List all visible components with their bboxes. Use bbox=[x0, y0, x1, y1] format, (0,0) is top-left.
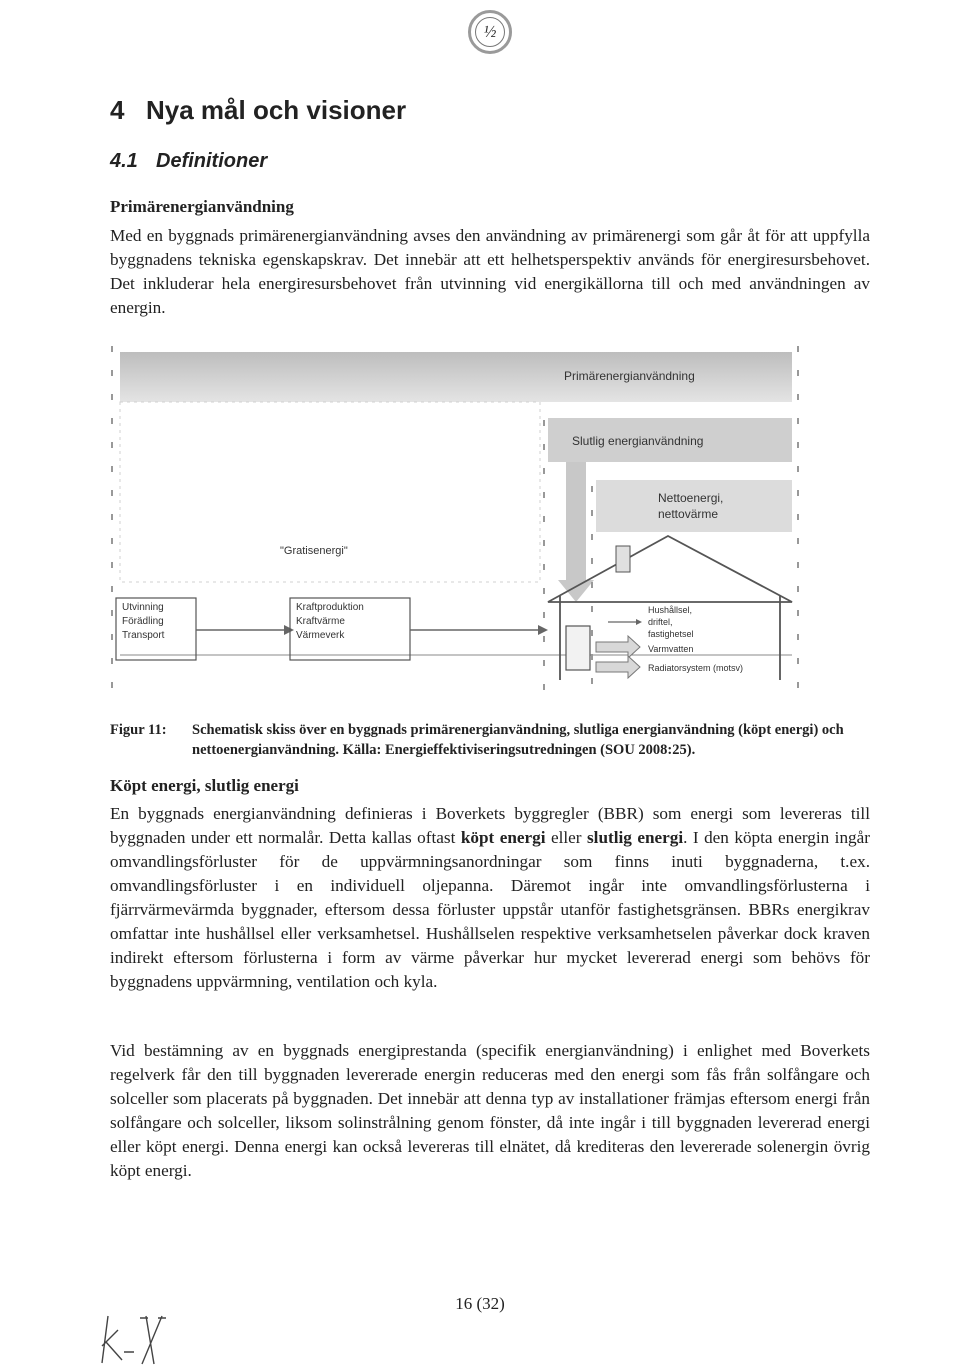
radiator-arrow bbox=[596, 656, 640, 678]
p1-bold-final: slutlig energi bbox=[586, 828, 684, 847]
purchased-energy-paragraph-1 bbox=[110, 802, 870, 994]
p1-part-e: . I den köpta energin ingår omvandlingsförluster för de uppvärmningsanordningar som finns inuti byggnaderna, t.ex. omvandlingsförluster i en individuell oljepanna. Däremot ingår inte omvandlingsförlusterna i fjärrvärmevärmda byggnader, eftersom dessa förluster uppstår utanför fastighetsgränsen. BBRs energikrav omfattar inte hushållsel eller verksamhetsel. Hushållselen respektive verksamhetselen påverkar dock kraven indirekt eftersom förlusterna i form av värme påverkar hur mycket levererad energi som behövs för byggnadens uppvärmning, ventilation och kyla. bbox=[110, 828, 870, 991]
stamp-text: ½ bbox=[483, 22, 497, 41]
net-energy-label-2: nettovärme bbox=[658, 507, 719, 521]
final-energy-arrow bbox=[558, 462, 594, 602]
household-arrow-head bbox=[636, 619, 642, 625]
initial-x bbox=[140, 1316, 166, 1364]
extraction-label-1: Utvinning bbox=[122, 602, 164, 613]
extraction-label-3: Transport bbox=[122, 630, 165, 641]
primary-energy-label: Primärenergianvändning bbox=[564, 369, 695, 383]
property-electricity-label: fastighetsel bbox=[648, 629, 694, 639]
primary-energy-paragraph: Med en byggnads primärenergianvändning avses den användning av primärenergi som går åt för att uppfylla byggnadens tekniska egenskapskrav. Det innebär att ett helhetsperspektiv används för energiresursbehovet. Det inkluderar hela energiresursbehovet från utvinning vid energikällorna till och med användningen av energin. bbox=[110, 226, 870, 317]
house-chimney bbox=[616, 546, 630, 572]
production-label-1: Kraftproduktion bbox=[296, 602, 364, 613]
household-electricity-label: Hushållsel, bbox=[648, 605, 693, 615]
production-label-2: Kraftvärme bbox=[296, 616, 345, 627]
initial-k bbox=[102, 1316, 134, 1363]
section-number: 4.1 bbox=[110, 150, 138, 172]
hot-water-label: Varmvatten bbox=[648, 644, 694, 654]
net-energy-label-1: Nettoenergi, bbox=[658, 491, 724, 505]
p1-part-c: eller bbox=[545, 828, 587, 847]
production-label-3: Värmeverk bbox=[296, 630, 345, 641]
arrow-production-house-head bbox=[538, 625, 548, 635]
house-boiler bbox=[566, 626, 590, 670]
radiator-label: Radiatorsystem (motsv) bbox=[648, 663, 744, 673]
chapter-heading bbox=[110, 95, 406, 126]
operation-electricity-label: driftel, bbox=[648, 617, 673, 627]
arrow-extraction-production-head bbox=[284, 625, 294, 635]
handwritten-initials bbox=[88, 1308, 208, 1368]
p1-bold-purchased: köpt energi bbox=[460, 828, 546, 847]
primary-energy-heading: Primärenergianvändning bbox=[110, 197, 294, 216]
net-energy-band bbox=[596, 480, 792, 532]
p1-part-a: En byggnads energianvändning definieras i Boverkets byggregler (BBR) som energi som levereras till byggnaden under ett normalår. Detta kallas oftast bbox=[110, 804, 870, 847]
page-stamp bbox=[468, 10, 512, 54]
chapter-title: Nya mål och visioner bbox=[146, 95, 407, 125]
final-energy-label: Slutlig energianvändning bbox=[572, 434, 704, 448]
energy-diagram bbox=[108, 340, 808, 710]
page-number: 16 (32) bbox=[455, 1294, 505, 1313]
purchased-energy-heading: Köpt energi, slutlig energi bbox=[110, 776, 299, 795]
section-title: Definitioner bbox=[156, 150, 268, 172]
section-heading bbox=[110, 150, 267, 173]
extraction-label-2: Förädling bbox=[122, 616, 164, 627]
figure-caption-label: Figur 11: bbox=[110, 722, 167, 738]
chapter-number: 4 bbox=[110, 95, 125, 125]
purchased-energy-paragraph-2: Vid bestämning av en byggnads energiprestanda (specifik energianvändning) i enlighet med Boverkets regelverk får den till byggnaden levererade energin reduceras med den energi som fås från solfångare och solceller som placerats på byggnaden. Det innebär att denna typ av installationer främjas eftersom energi från solfångare och solceller, liksom solinstrålning genom fönster, då inte ingår i till byggnaden levererad energi eller köpt energi. Denna energi kan också levereras till elnätet, då krediteras den levererade solenergin övrig köpt energi. bbox=[110, 1041, 870, 1180]
stamp-inner-ring bbox=[475, 17, 505, 47]
free-energy-label: "Gratisenergi" bbox=[280, 545, 348, 557]
figure-caption-text: Schematisk skiss över en byggnads primärenergianvändning, slutliga energianvändning (köpt energi) och nettoenergianvändning. Källa: Energieffektiviseringsutredningen (SOU 2008:25). bbox=[192, 722, 844, 758]
